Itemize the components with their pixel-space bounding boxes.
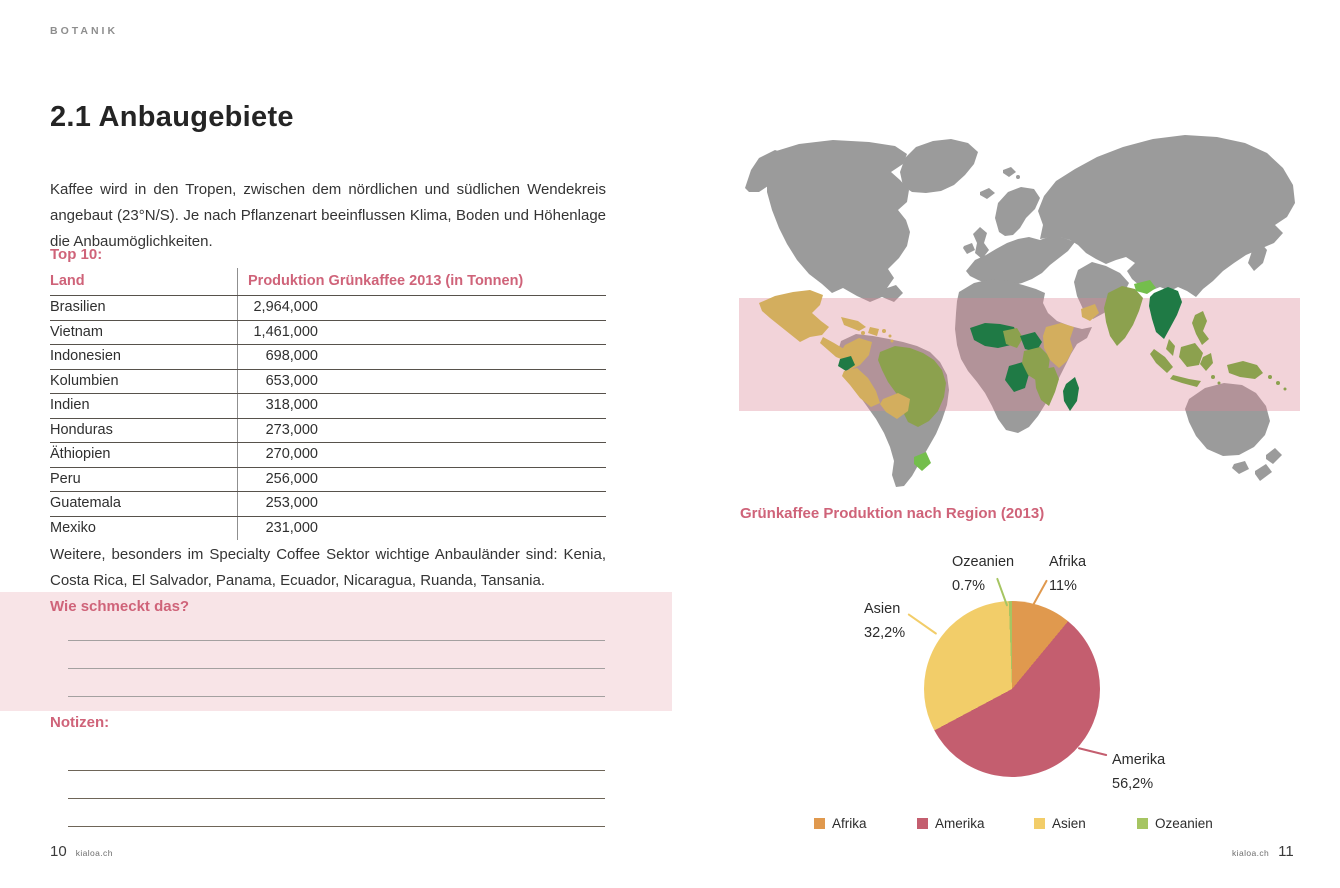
value-cell	[237, 468, 606, 492]
notes-heading: Notizen:	[50, 714, 110, 731]
country-cell: Indien	[50, 397, 90, 413]
table-row	[50, 443, 606, 468]
table-header-row	[50, 268, 606, 296]
writing-line	[68, 696, 605, 697]
country-cell: Indonesien	[50, 348, 121, 364]
world-map-svg	[737, 130, 1305, 490]
pie-leader-asien	[907, 613, 937, 635]
writing-line	[68, 668, 605, 669]
legend-item-ozeanien	[1137, 816, 1213, 831]
table-row	[50, 370, 606, 395]
chart-title: Grünkaffee Produktion nach Region (2013)	[740, 505, 1045, 522]
value-cell	[237, 517, 606, 541]
slice-value: 56,2%	[1112, 776, 1154, 792]
map-asia	[1038, 135, 1295, 297]
legend-swatch-ozeanien	[1137, 818, 1148, 829]
production-value: 273,000	[265, 421, 318, 438]
map-svalbard	[1003, 167, 1016, 177]
legend-label: Ozeanien	[1155, 816, 1213, 831]
country-cell: Brasilien	[50, 299, 106, 315]
legend-label: Asien	[1052, 816, 1086, 831]
pie-chart	[924, 601, 1100, 777]
column-header-land: Land	[50, 273, 85, 289]
legend-item-amerika	[917, 816, 985, 831]
slice-label: Amerika	[1112, 752, 1166, 768]
country-cell: Peru	[50, 470, 81, 487]
production-value: 318,000	[265, 397, 318, 413]
pie-label-asien	[864, 597, 905, 645]
table-row	[50, 492, 606, 517]
country-cell: Honduras	[50, 421, 113, 438]
slice-label: Ozeanien	[952, 554, 1015, 570]
pie-label-afrika	[1049, 550, 1086, 598]
production-value: 231,000	[265, 519, 318, 536]
pie-label-ozeanien	[952, 550, 1014, 598]
writing-line	[68, 640, 605, 641]
value-cell	[237, 443, 606, 467]
legend-swatch-amerika	[917, 818, 928, 829]
slice-value: 0.7%	[952, 578, 986, 594]
legend-swatch-afrika	[814, 818, 825, 829]
legend-label: Amerika	[935, 816, 985, 831]
taste-section	[0, 592, 672, 711]
production-value: 270,000	[265, 446, 318, 462]
value-cell	[237, 419, 606, 443]
site-url: kialoa.ch	[75, 848, 113, 858]
country-cell: Kolumbien	[50, 372, 119, 389]
section-eyebrow: BOTANIK	[50, 25, 119, 37]
table-row	[50, 419, 606, 444]
intro-paragraph: Kaffee wird in den Tropen, zwischen dem nördlichen und südlichen Wendekreis angebaut (23°N/S). Je nach Pflanzenart beeinflussen Klima, Boden und Höhenlage die Anbaumöglichkeiten.	[50, 181, 606, 250]
country-cell: Vietnam	[50, 323, 103, 340]
page-number: 11	[1278, 843, 1294, 860]
production-value: 2,964,000	[253, 299, 318, 315]
map-new-zealand	[1255, 464, 1272, 481]
table-row	[50, 394, 606, 419]
taste-heading: Wie schmeckt das?	[50, 598, 190, 615]
slice-value: 11%	[1049, 578, 1077, 594]
table-row	[50, 321, 606, 346]
production-value: 698,000	[265, 348, 318, 364]
site-url: kialoa.ch	[1232, 848, 1270, 858]
country-cell: Äthiopien	[50, 446, 111, 462]
table-row	[50, 296, 606, 321]
notes-line	[68, 826, 605, 827]
notes-line	[68, 770, 605, 771]
pie-leader-amerika	[1078, 747, 1108, 756]
footer-right	[1232, 843, 1294, 860]
legend-swatch-asien	[1034, 818, 1045, 829]
map-iceland	[980, 188, 995, 199]
map-scandinavia	[995, 187, 1040, 236]
legend-item-asien	[1034, 816, 1086, 831]
legend-item-afrika	[814, 816, 867, 831]
top10-label: Top 10:	[50, 246, 103, 263]
tropic-band	[739, 298, 1300, 411]
production-value: 253,000	[265, 495, 318, 511]
value-cell	[237, 296, 606, 320]
pie-label-amerika	[1112, 748, 1165, 796]
slice-label: Asien	[864, 601, 901, 617]
map-greenland	[900, 139, 978, 193]
notes-line	[68, 798, 605, 799]
table-row	[50, 468, 606, 493]
footer-left	[50, 843, 113, 860]
slice-label: Afrika	[1049, 554, 1087, 570]
map-uk	[973, 227, 989, 259]
value-cell	[237, 394, 606, 418]
map-tasmania	[1232, 461, 1249, 474]
value-cell	[237, 345, 606, 369]
page-number: 10	[50, 843, 67, 860]
production-table	[50, 268, 606, 540]
production-value: 653,000	[265, 372, 318, 389]
country-cell: Guatemala	[50, 495, 121, 511]
value-cell	[237, 321, 606, 345]
production-value: 1,461,000	[253, 323, 318, 340]
column-header-produktion: Produktion Grünkaffee 2013 (in Tonnen)	[237, 268, 606, 295]
country-cell: Mexiko	[50, 519, 96, 536]
table-row	[50, 517, 606, 541]
page-title: 2.1 Anbaugebiete	[50, 101, 294, 133]
world-map	[737, 130, 1305, 490]
map-ireland	[963, 243, 975, 254]
specialty-countries-paragraph: Weitere, besonders im Specialty Coffee Sektor wichtige Anbauländer sind: Kenia, Costa Rica, El Salvador, Panama, Ecuador, Nicaragua, Ruanda, Tansania.	[50, 546, 606, 589]
value-cell	[237, 492, 606, 516]
legend-label: Afrika	[832, 816, 867, 831]
value-cell	[237, 370, 606, 394]
map-new-zealand	[1266, 448, 1282, 464]
slice-value: 32,2%	[864, 625, 906, 641]
map-north-america	[767, 140, 910, 302]
table-row	[50, 345, 606, 370]
production-value: 256,000	[265, 470, 318, 487]
